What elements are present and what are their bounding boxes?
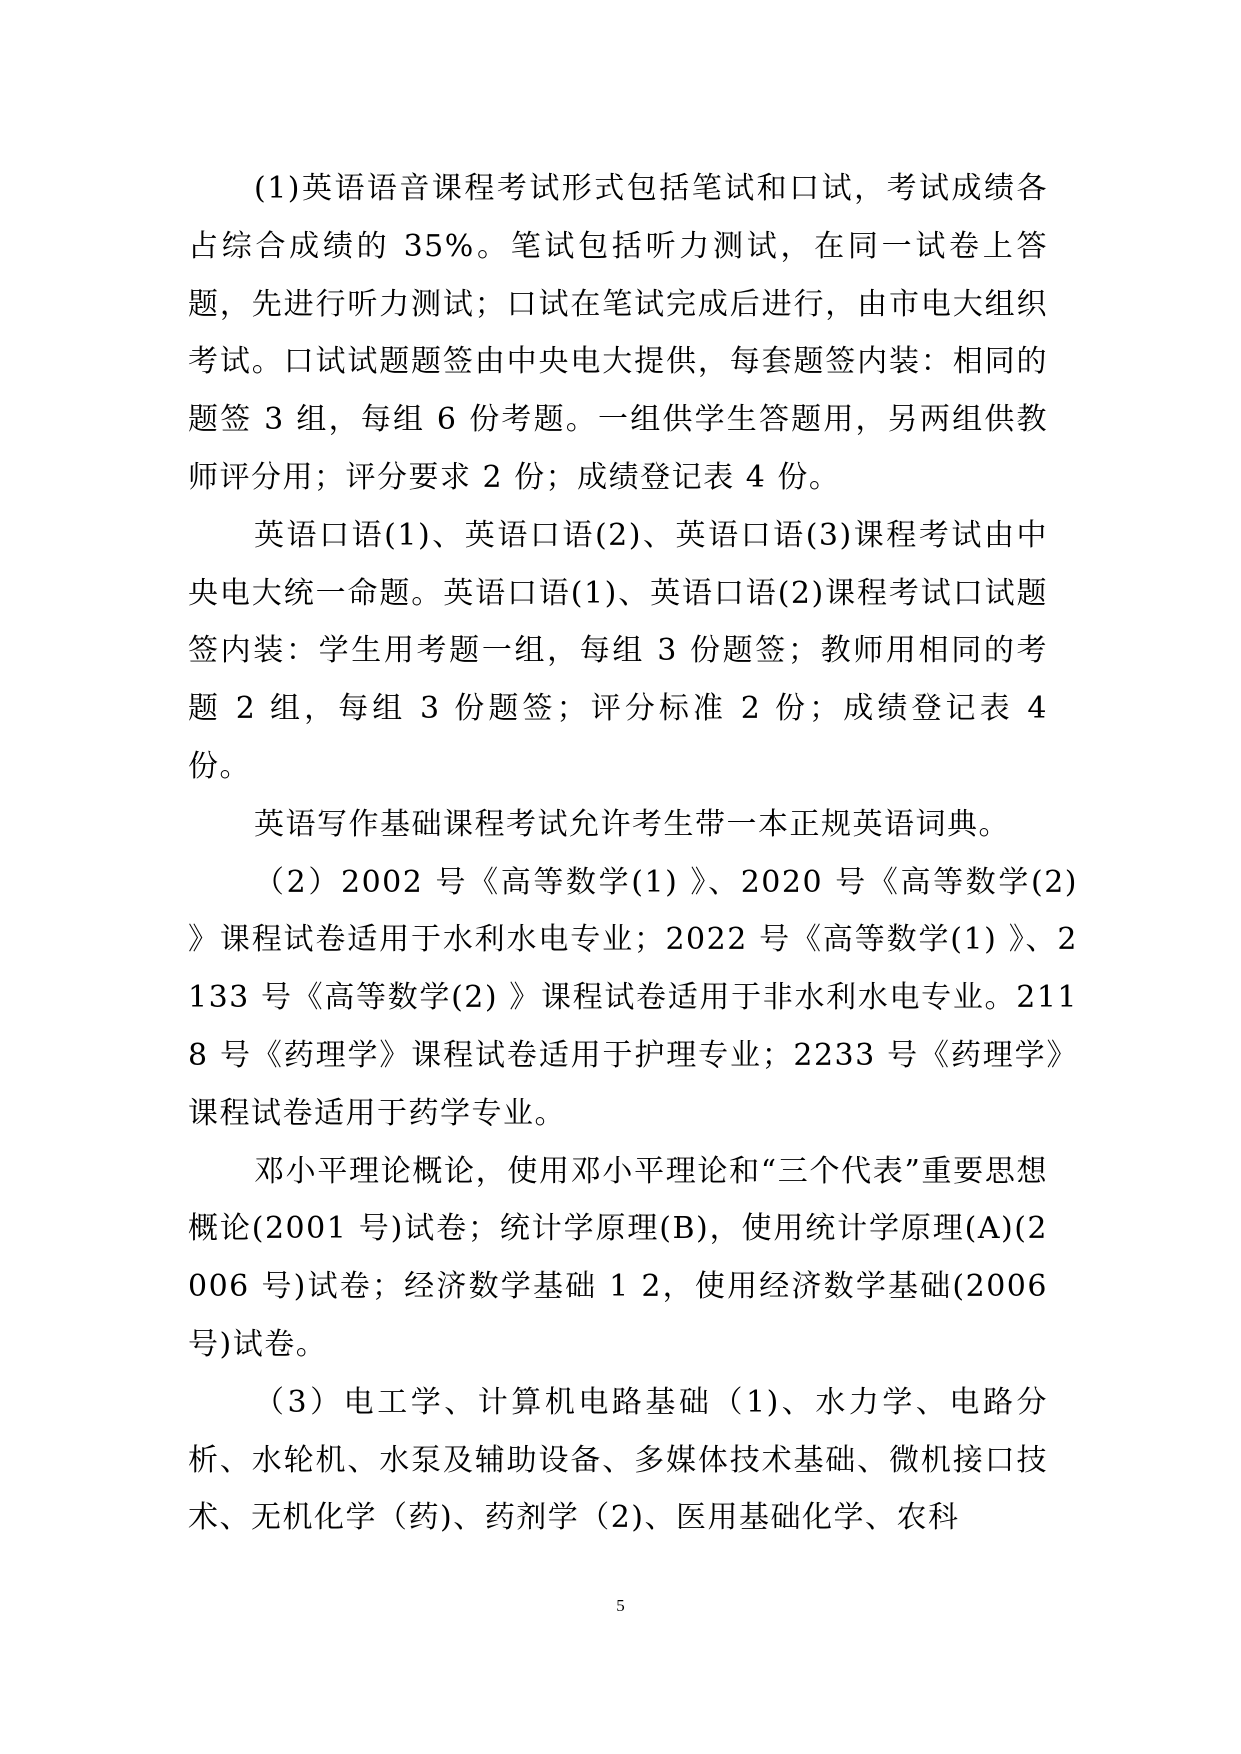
- paragraph-oral-english-exam: 英语口语(1)、英语口语(2)、英语口语(3)课程考试由中央电大统一命题。英语口语(1)、英语口语(2)课程考试口试题签内装：学生用考题一组，每组 3 份题签；教师用相同的考题 2 组，每组 3 份题签；评分标准 2 份；成绩登记表 4 份。: [188, 517, 1048, 784]
- paragraph-advanced-math-pharmacology: （2）2002 号《高等数学(1) 》、2020 号《高等数学(2) 》课程试卷适用于水利水电专业；2022 号《高等数学(1) 》、2133 号《高等数学(2) 》课程试卷适用于非水利水电专业。2118 号《药理学》课程试卷适用于护理专业；2233 号《药理学》课程试卷适用于药学专业。: [188, 864, 1078, 1131]
- paragraph-english-phonetics-exam: (1)英语语音课程考试形式包括笔试和口试，考试成绩各占综合成绩的 35%。笔试包括听力测试，在同一试卷上答题，先进行听力测试；口试在笔试完成后进行，由市电大组织考试。口试试题题签由中央电大提供，每套题签内装：相同的题签 3 组，每组 6 份考题。一组供学生答题用，另两组供教师评分用；评分要求 2 份；成绩登记表 4 份。: [188, 171, 1048, 495]
- paragraph-writing-dictionary: 英语写作基础课程考试允许考生带一本正规英语词典。: [254, 806, 1010, 842]
- body-text: [188, 160, 1078, 1547]
- paragraph-theory-statistics-papers: 邓小平理论概论，使用邓小平理论和“三个代表”重要思想概论(2001 号)试卷；统计学原理(B)，使用统计学原理(A)(2006 号)试卷；经济数学基础 1 2，使用经济数学基础(2006 号)试卷。: [188, 1153, 1048, 1362]
- page-number: 5: [616, 1596, 625, 1615]
- paragraph-course-list: （3）电工学、计算机电路基础（1)、水力学、电路分析、水轮机、水泵及辅助设备、多媒体技术基础、微机接口技术、无机化学（药)、药剂学（2)、医用基础化学、农科: [188, 1384, 1048, 1536]
